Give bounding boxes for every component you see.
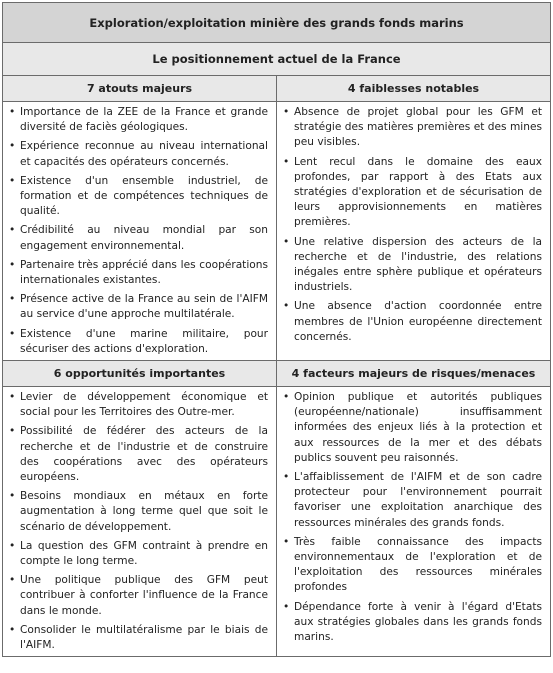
- list-item: • Présence active de la France au sein de l'AIFM au service d'une approche multilatérale.: [9, 292, 268, 322]
- list-item: • Possibilité de fédérer des acteurs de la recherche et de l'industrie et de construire des coopérations avec des opérateurs européens.: [9, 424, 268, 485]
- list-item: • Crédibilité au niveau mondial par son engagement environnemental.: [9, 223, 268, 253]
- list-item: • Expérience reconnue au niveau international et capacités des opérateurs concernés.: [9, 139, 268, 169]
- list-item: • Levier de développement économique et social pour les Territoires des Outre-mer.: [9, 390, 268, 420]
- list-item: • Besoins mondiaux en métaux en forte augmentation à long terme quel que soit le scénario de développement.: [9, 489, 268, 535]
- opportunites-cell: [3, 387, 277, 657]
- list-item: • Importance de la ZEE de la France et grande diversité de faciès géologiques.: [9, 105, 268, 135]
- list-item: • Absence de projet global pour les GFM et stratégie des matières premières et des mines peu visibles.: [283, 105, 542, 151]
- faiblesses-header: 4 faiblesses notables: [277, 76, 551, 102]
- atouts-cell: [3, 102, 277, 361]
- atouts-list: [3, 102, 276, 360]
- list-item: • Existence d'un ensemble industriel, de formation et de compétences techniques de qualité.: [9, 174, 268, 220]
- list-item: • L'affaiblissement de l'AIFM et de son cadre protecteur pour l'environnement pourrait favoriser une exploitation anarchique des ressources minérales des grands fonds.: [283, 470, 542, 531]
- list-item: • Consolider le multilatéralisme par le biais de l'AIFM.: [9, 623, 268, 653]
- table-subtitle: Le positionnement actuel de la France: [3, 43, 551, 76]
- list-item: • La question des GFM contraint à prendre en compte le long terme.: [9, 539, 268, 569]
- menaces-list: [277, 387, 550, 648]
- faiblesses-cell: [277, 102, 551, 361]
- list-item: • Existence d'une marine militaire, pour sécuriser des actions d'exploration.: [9, 327, 268, 357]
- list-item: • Une relative dispersion des acteurs de la recherche et de l'industrie, des relations inégales entre sphère publique et opérateurs industriels.: [283, 235, 542, 296]
- opportunites-header: 6 opportunités importantes: [3, 361, 277, 387]
- menaces-header: 4 facteurs majeurs de risques/menaces: [277, 361, 551, 387]
- list-item: • Une politique publique des GFM peut contribuer à conforter l'influence de la France dans le monde.: [9, 573, 268, 619]
- list-item: • Dépendance forte à venir à l'égard d'Etats aux stratégies globales dans les grands fonds marins.: [283, 600, 542, 646]
- opportunites-list: [3, 387, 276, 656]
- list-item: • Partenaire très apprécié dans les coopérations internationales existantes.: [9, 258, 268, 288]
- menaces-cell: [277, 387, 551, 657]
- list-item: • Une absence d'action coordonnée entre membres de l'Union européenne directement concernés.: [283, 299, 542, 345]
- swot-table: [2, 2, 551, 657]
- atouts-header: 7 atouts majeurs: [3, 76, 277, 102]
- faiblesses-list: [277, 102, 550, 348]
- list-item: • Lent recul dans le domaine des eaux profondes, par rapport à des Etats aux stratégies d'exploration et de sécurisation de leurs approvisionnements en matières premières.: [283, 155, 542, 231]
- list-item: • Opinion publique et autorités publiques (européenne/nationale) insuffisamment informées des enjeux liés à la protection et aux ressources de la mer et des débats publics souvent peu raisonnés.: [283, 390, 542, 466]
- table-title: Exploration/exploitation minière des grands fonds marins: [3, 3, 551, 43]
- list-item: • Très faible connaissance des impacts environnementaux de l'exploration et de l'exploitation des ressources minérales profondes: [283, 535, 542, 596]
